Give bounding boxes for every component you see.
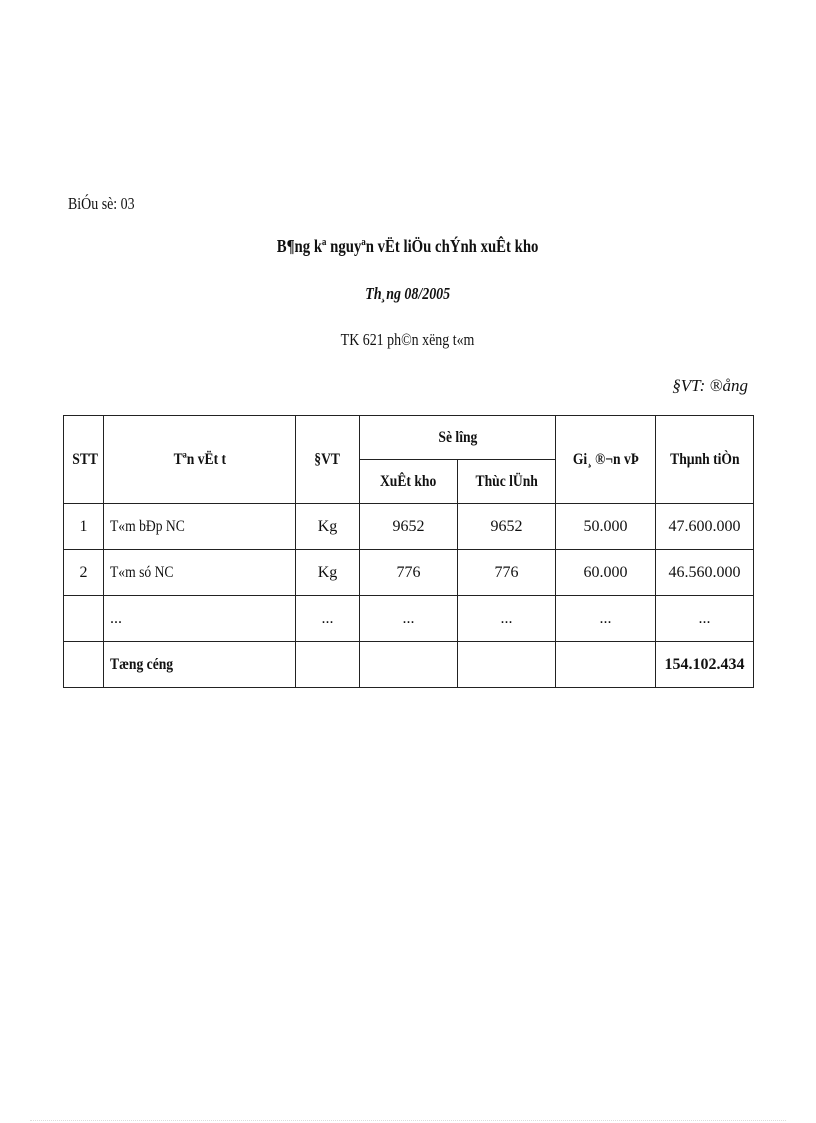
cell-qty-issued: ... bbox=[360, 596, 458, 642]
header-qty-actual-text: Thùc lÜnh bbox=[475, 472, 538, 490]
cell-name: ... bbox=[104, 596, 296, 642]
document-account bbox=[0, 330, 816, 350]
header-quantity-text: Sè lîng bbox=[438, 428, 477, 446]
cell-stt: 2 bbox=[64, 550, 104, 596]
header-unit-price-text: Gi¸ ®¬n vÞ bbox=[572, 450, 639, 468]
header-unit-price bbox=[556, 416, 656, 504]
cell-amount: 47.600.000 bbox=[656, 504, 754, 550]
cell-stt bbox=[64, 596, 104, 642]
header-qty-actual bbox=[458, 460, 556, 504]
table-row bbox=[64, 596, 754, 642]
document-period-text: Th¸ng 08/2005 bbox=[365, 284, 451, 303]
cell-name bbox=[104, 504, 296, 550]
cell-total-qty-issued bbox=[360, 642, 458, 688]
cell-total-qty-actual bbox=[458, 642, 556, 688]
header-quantity bbox=[360, 416, 556, 460]
page-bottom-divider bbox=[30, 1120, 786, 1121]
header-unit bbox=[296, 416, 360, 504]
cell-amount: ... bbox=[656, 596, 754, 642]
document-title-text: B¶ng kª nguyªn vËt liÖu chÝnh xuÊt kho bbox=[277, 236, 539, 256]
cell-stt: 1 bbox=[64, 504, 104, 550]
cell-total-label bbox=[104, 642, 296, 688]
cell-name-text: T«m bÐp NC bbox=[110, 517, 185, 535]
header-qty-issued bbox=[360, 460, 458, 504]
header-qty-issued-text: XuÊt kho bbox=[380, 472, 437, 490]
cell-unit: Kg bbox=[296, 504, 360, 550]
cell-qty-actual: 9652 bbox=[458, 504, 556, 550]
cell-qty-actual: ... bbox=[458, 596, 556, 642]
document-title bbox=[0, 236, 816, 257]
header-name-text: Tªn vËt t bbox=[173, 450, 226, 468]
total-row bbox=[64, 642, 754, 688]
cell-unit: Kg bbox=[296, 550, 360, 596]
cell-name bbox=[104, 550, 296, 596]
materials-table bbox=[63, 415, 754, 688]
table-row bbox=[64, 504, 754, 550]
header-stt bbox=[64, 416, 104, 504]
document-period bbox=[0, 284, 816, 304]
cell-total-amount: 154.102.434 bbox=[656, 642, 754, 688]
cell-qty-actual: 776 bbox=[458, 550, 556, 596]
header-name bbox=[104, 416, 296, 504]
header-amount bbox=[656, 416, 754, 504]
cell-total-stt bbox=[64, 642, 104, 688]
cell-name-text: T«m só NC bbox=[110, 563, 174, 581]
cell-qty-issued: 776 bbox=[360, 550, 458, 596]
cell-unit-price: 60.000 bbox=[556, 550, 656, 596]
cell-total-unit bbox=[296, 642, 360, 688]
cell-qty-issued: 9652 bbox=[360, 504, 458, 550]
cell-unit-price: 50.000 bbox=[556, 504, 656, 550]
currency-unit-note: §VT: ®ång bbox=[672, 376, 748, 395]
table-row bbox=[64, 550, 754, 596]
cell-total-unit-price bbox=[556, 642, 656, 688]
header-stt-text: STT bbox=[72, 450, 98, 468]
cell-unit-price: ... bbox=[556, 596, 656, 642]
header-unit-text: §VT bbox=[314, 450, 341, 468]
document-account-text: TK 621 ph©n xëng t«m bbox=[341, 330, 475, 349]
cell-amount: 46.560.000 bbox=[656, 550, 754, 596]
header-row bbox=[64, 416, 754, 460]
header-amount-text: Thµnh tiÒn bbox=[669, 450, 740, 468]
cell-unit: ... bbox=[296, 596, 360, 642]
form-number: BiÓu sè: 03 bbox=[68, 194, 135, 213]
cell-total-label-text: Tæng céng bbox=[110, 655, 174, 673]
